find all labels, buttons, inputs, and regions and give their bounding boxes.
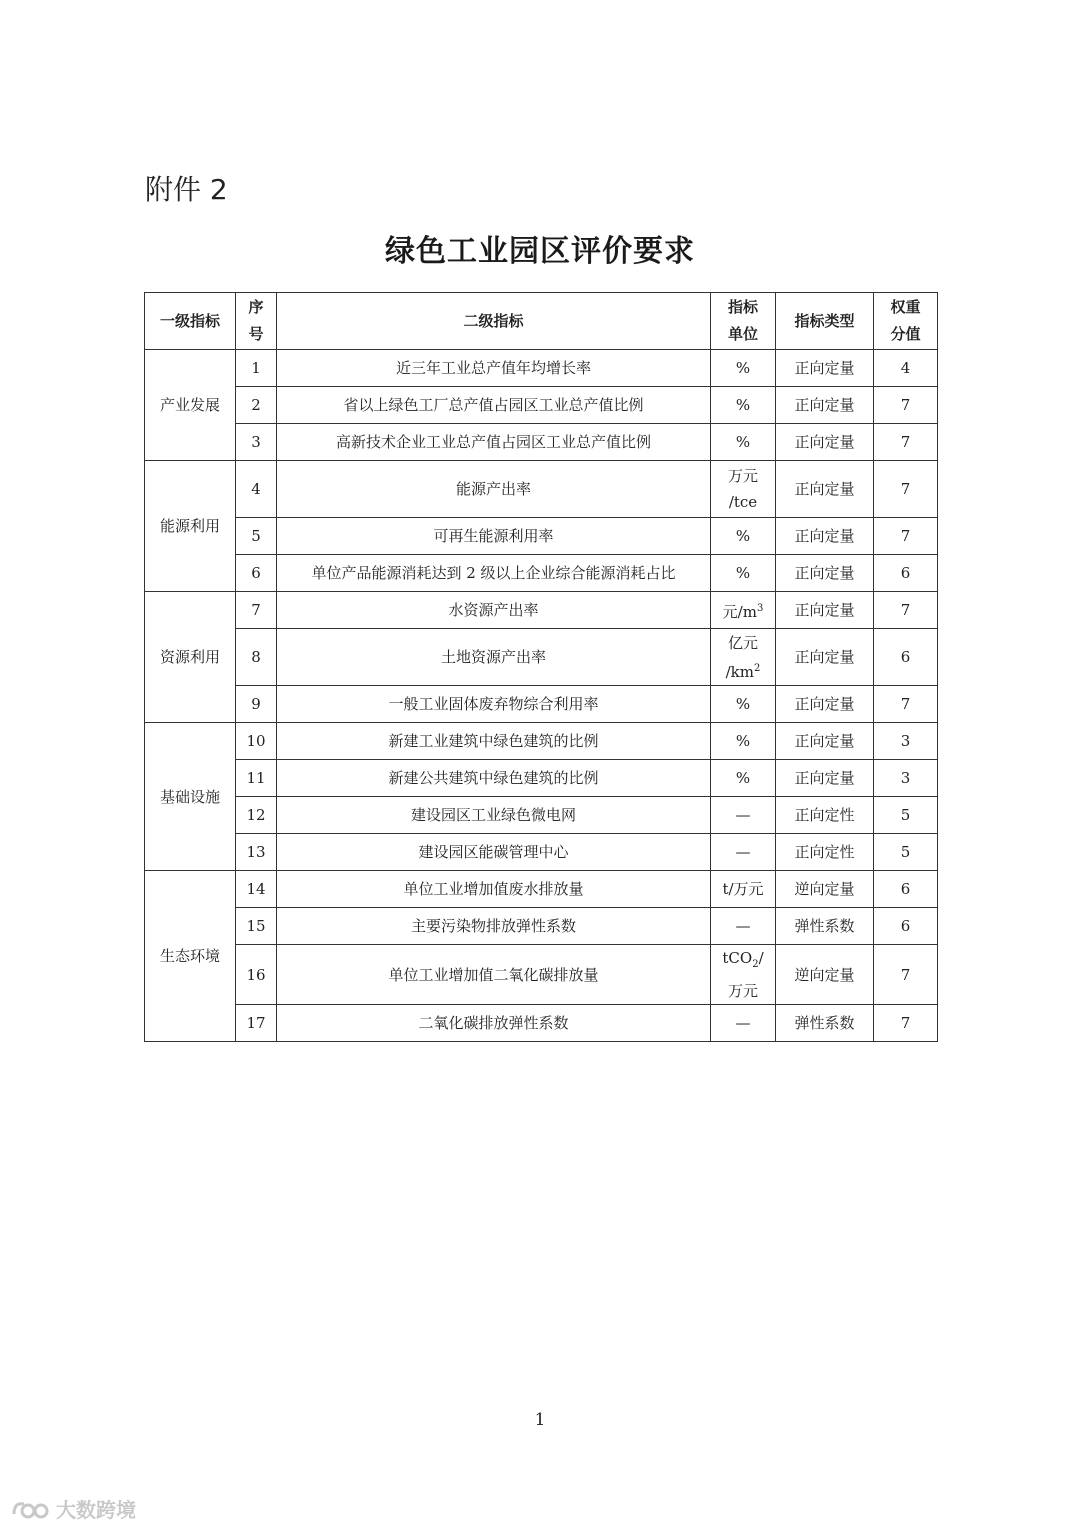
row-unit: %: [711, 555, 776, 592]
row-no: 13: [236, 834, 277, 871]
row-type: 正向定量: [776, 629, 874, 686]
row-unit: —: [711, 834, 776, 871]
row-name: 建设园区工业绿色微电网: [277, 797, 711, 834]
row-name: 能源产出率: [277, 461, 711, 518]
page-number: 1: [534, 1410, 546, 1430]
document-title: 绿色工业园区评价要求: [385, 234, 695, 269]
row-type: 正向定量: [776, 424, 874, 461]
watermark-logo-icon: [10, 1498, 50, 1520]
row-name: 省以上绿色工厂总产值占园区工业总产值比例: [277, 387, 711, 424]
row-type: 弹性系数: [776, 1005, 874, 1042]
row-weight: 7: [874, 945, 938, 1005]
row-no: 11: [236, 760, 277, 797]
row-unit: —: [711, 797, 776, 834]
attachment-label: 附件 2: [145, 173, 228, 206]
table-row: [145, 350, 938, 387]
row-unit: %: [711, 387, 776, 424]
row-no: 6: [236, 555, 277, 592]
table-row: [145, 592, 938, 629]
watermark: [10, 1494, 136, 1523]
row-unit: tCO$_2$/ 万元: [711, 945, 776, 1005]
row-type: 逆向定量: [776, 871, 874, 908]
category-cell: 基础设施: [145, 723, 236, 871]
row-name: 高新技术企业工业总产值占园区工业总产值比例: [277, 424, 711, 461]
row-name: 单位产品能源消耗达到 2 级以上企业综合能源消耗占比: [277, 555, 711, 592]
row-name: 单位工业增加值废水排放量: [277, 871, 711, 908]
table-row: [145, 518, 938, 555]
row-unit: t/万元: [711, 871, 776, 908]
row-name: 新建工业建筑中绿色建筑的比例: [277, 723, 711, 760]
row-type: 正向定量: [776, 723, 874, 760]
row-name: 近三年工业总产值年均增长率: [277, 350, 711, 387]
row-no: 10: [236, 723, 277, 760]
row-name: 单位工业增加值二氧化碳排放量: [277, 945, 711, 1005]
row-name: 土地资源产出率: [277, 629, 711, 686]
row-unit: %: [711, 723, 776, 760]
table-row: [145, 629, 938, 686]
row-unit: 亿元 $/km^2$: [711, 629, 776, 686]
row-no: 8: [236, 629, 277, 686]
row-unit: %: [711, 686, 776, 723]
table-row: [145, 871, 938, 908]
row-weight: 7: [874, 592, 938, 629]
row-name: 水资源产出率: [277, 592, 711, 629]
row-type: 逆向定量: [776, 945, 874, 1005]
table-row: [145, 723, 938, 760]
row-type: 正向定量: [776, 461, 874, 518]
header-level2: 二级指标: [277, 293, 711, 350]
table-header-row: [145, 293, 938, 350]
row-weight: 5: [874, 797, 938, 834]
header-type: 指标类型: [776, 293, 874, 350]
table-row: [145, 908, 938, 945]
category-cell: 产业发展: [145, 350, 236, 461]
header-weight: 权重 分值: [874, 293, 938, 350]
row-weight: 6: [874, 555, 938, 592]
row-name: 新建公共建筑中绿色建筑的比例: [277, 760, 711, 797]
table-row: [145, 1005, 938, 1042]
row-name: 主要污染物排放弹性系数: [277, 908, 711, 945]
row-unit: %: [711, 350, 776, 387]
row-no: 7: [236, 592, 277, 629]
row-weight: 7: [874, 518, 938, 555]
table-row: [145, 387, 938, 424]
row-weight: 6: [874, 629, 938, 686]
row-type: 正向定量: [776, 760, 874, 797]
watermark-text: 大数跨境: [56, 1498, 136, 1522]
row-no: 9: [236, 686, 277, 723]
row-weight: 7: [874, 424, 938, 461]
table-row: [145, 945, 938, 1005]
row-type: 正向定性: [776, 797, 874, 834]
table-row: [145, 834, 938, 871]
row-no: 3: [236, 424, 277, 461]
row-name: 二氧化碳排放弹性系数: [277, 1005, 711, 1042]
row-type: 正向定量: [776, 686, 874, 723]
row-weight: 7: [874, 387, 938, 424]
row-name: 一般工业固体废弃物综合利用率: [277, 686, 711, 723]
row-weight: 5: [874, 834, 938, 871]
row-weight: 4: [874, 350, 938, 387]
table-row: [145, 760, 938, 797]
row-weight: 6: [874, 908, 938, 945]
table-row: [145, 686, 938, 723]
row-type: 正向定量: [776, 592, 874, 629]
row-weight: 7: [874, 686, 938, 723]
row-no: 2: [236, 387, 277, 424]
row-no: 5: [236, 518, 277, 555]
row-unit: %: [711, 760, 776, 797]
category-cell: 能源利用: [145, 461, 236, 592]
row-type: 正向定性: [776, 834, 874, 871]
row-unit: %: [711, 518, 776, 555]
header-seq: 序 号: [236, 293, 277, 350]
row-no: 15: [236, 908, 277, 945]
row-type: 弹性系数: [776, 908, 874, 945]
row-weight: 3: [874, 760, 938, 797]
table-row: [145, 424, 938, 461]
header-unit: 指标 单位: [711, 293, 776, 350]
table-row: [145, 555, 938, 592]
table-row: [145, 461, 938, 518]
row-unit: —: [711, 908, 776, 945]
row-weight: 3: [874, 723, 938, 760]
row-no: 17: [236, 1005, 277, 1042]
row-name: 可再生能源利用率: [277, 518, 711, 555]
row-name: 建设园区能碳管理中心: [277, 834, 711, 871]
row-no: 4: [236, 461, 277, 518]
category-cell: 资源利用: [145, 592, 236, 723]
row-type: 正向定量: [776, 350, 874, 387]
header-level1: 一级指标: [145, 293, 236, 350]
category-cell: 生态环境: [145, 871, 236, 1042]
row-unit: %: [711, 424, 776, 461]
row-no: 14: [236, 871, 277, 908]
row-weight: 6: [874, 871, 938, 908]
row-no: 16: [236, 945, 277, 1005]
row-unit: 元$/m^3$: [711, 592, 776, 629]
row-weight: 7: [874, 461, 938, 518]
row-type: 正向定量: [776, 387, 874, 424]
table-row: [145, 797, 938, 834]
row-unit: —: [711, 1005, 776, 1042]
row-weight: 7: [874, 1005, 938, 1042]
row-unit: 万元 /tce: [711, 461, 776, 518]
evaluation-table: [144, 292, 938, 1042]
row-no: 1: [236, 350, 277, 387]
row-type: 正向定量: [776, 555, 874, 592]
row-type: 正向定量: [776, 518, 874, 555]
row-no: 12: [236, 797, 277, 834]
